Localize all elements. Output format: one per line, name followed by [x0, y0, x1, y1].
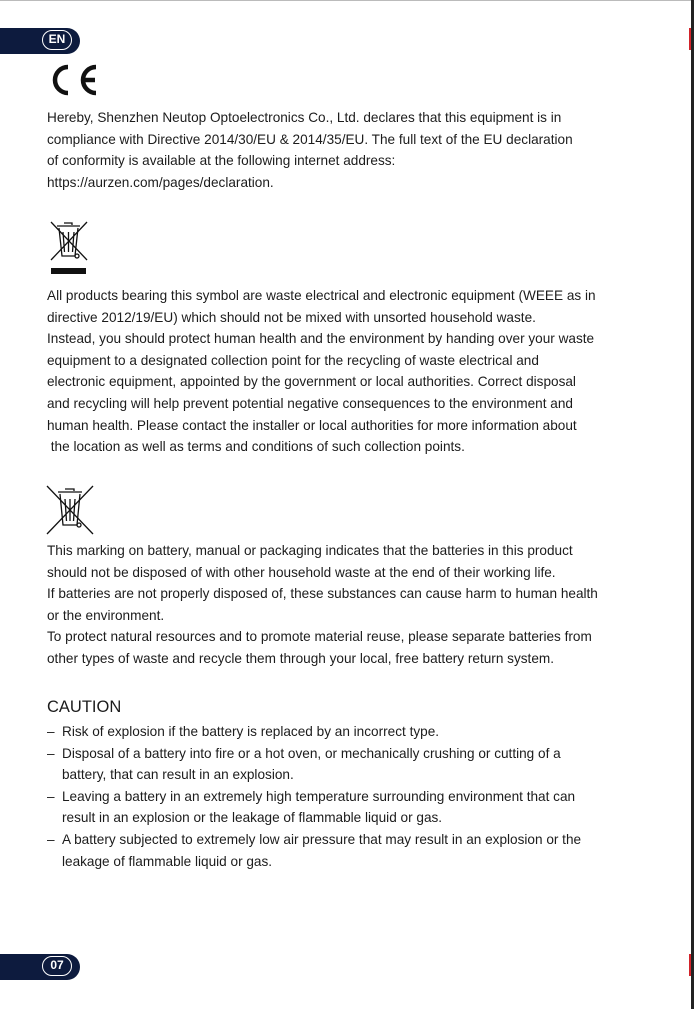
- ce-line: compliance with Directive 2014/30/EU & 2014/35/EU. The full text of the EU declaration: [47, 131, 573, 147]
- battery-line: To protect natural resources and to promote material reuse, please separate batteries from: [47, 629, 592, 645]
- ce-mark-icon: [46, 62, 102, 98]
- caution-item-text: A battery subjected to extremely low air pressure that may result in an explosion or the: [62, 831, 582, 847]
- page-number: 07: [42, 956, 72, 976]
- weee-line: Instead, you should protect human health and the environment by handing over your waste: [47, 331, 595, 347]
- ce-declaration: [47, 107, 662, 193]
- caution-item-text: Risk of explosion if the battery is replaced by an incorrect type.: [62, 724, 440, 739]
- caution-item-text: result in an explosion or the leakage of flammable liquid or gas.: [62, 810, 443, 826]
- caution-item-text: battery, that can result in an explosion.: [62, 767, 294, 783]
- weee-line: the location as well as terms and conditions of such collection points.: [47, 439, 465, 455]
- caution-list: [47, 721, 662, 872]
- caution-item-text: leakage of flammable liquid or gas.: [62, 853, 273, 869]
- ce-line: Hereby, Shenzhen Neutop Optoelectronics Co., Ltd. declares that this equipment is in: [47, 110, 562, 125]
- weee-line: equipment to a designated collection point for the recycling of waste electrical and: [47, 352, 539, 368]
- language-tab: [0, 28, 80, 54]
- battery-notice: [47, 540, 662, 670]
- ce-line: of conformity is available at the following internet address:: [47, 153, 396, 169]
- page-edge-marker-bottom: [689, 954, 691, 976]
- caution-item: – Leaving a battery in an extremely high temperature surrounding environment that can result in an explosion or the leakage of flammable liquid or gas.: [47, 788, 576, 826]
- battery-line: other types of waste and recycle them through your local, free battery return system.: [47, 650, 554, 666]
- weee-line: human health. Please contact the installer or local authorities for more information about: [47, 417, 577, 433]
- weee-line: electronic equipment, appointed by the government or local authorities. Correct disposal: [47, 374, 576, 390]
- crossed-out-wheeled-bin-icon: [47, 219, 93, 277]
- battery-line: or the environment.: [47, 607, 165, 623]
- weee-line: All products bearing this symbol are waste electrical and electronic equipment (WEEE as in: [47, 288, 596, 303]
- weee-line: directive 2012/19/EU) which should not be mixed with unsorted household waste.: [47, 309, 536, 325]
- caution-item: – Risk of explosion if the battery is replaced by an incorrect type.: [47, 724, 440, 739]
- caution-heading: CAUTION: [47, 698, 122, 716]
- weee-line: and recycling will help prevent potential negative consequences to the environment and: [47, 395, 573, 411]
- crossed-out-battery-bin-icon: [45, 484, 97, 538]
- language-badge: EN: [42, 30, 72, 50]
- page-number-tab: [0, 954, 80, 980]
- battery-line: If batteries are not properly disposed of, these substances can cause harm to human health: [47, 586, 598, 602]
- caution-item: – A battery subjected to extremely low air pressure that may result in an explosion or the leakage of flammable liquid or gas.: [47, 831, 582, 869]
- page-top-border: [0, 0, 694, 1]
- caution-item-text: Leaving a battery in an extremely high temperature surrounding environment that can: [62, 788, 576, 804]
- battery-line: This marking on battery, manual or packaging indicates that the batteries in this product: [47, 543, 573, 558]
- caution-item: – Disposal of a battery into fire or a hot oven, or mechanically crushing or cutting of a battery, that can result in an explosion.: [47, 745, 561, 783]
- page-edge-marker-top: [689, 28, 691, 50]
- battery-line: should not be disposed of with other household waste at the end of their working life.: [47, 564, 556, 580]
- weee-notice: [47, 285, 662, 458]
- declaration-url: https://aurzen.com/pages/declaration.: [47, 174, 274, 190]
- caution-item-text: Disposal of a battery into fire or a hot oven, or mechanically crushing or cutting of a: [62, 745, 561, 761]
